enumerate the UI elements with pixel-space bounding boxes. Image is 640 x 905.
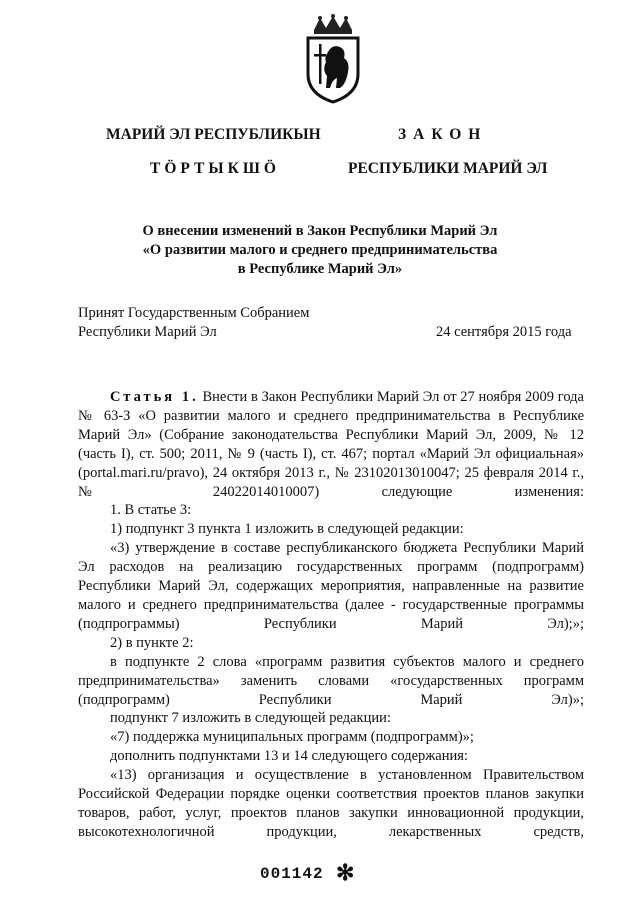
document-title: [60, 222, 580, 279]
paragraph: подпункт 7 изложить в следующей редакции:: [110, 710, 391, 727]
adopted-line: Принят Государственным Собранием: [78, 305, 310, 321]
header-right-line2: РЕСПУБЛИКИ МАРИЙ ЭЛ: [348, 160, 548, 177]
paragraph: 1. В статье 3:: [110, 502, 192, 519]
paragraph: [78, 388, 584, 501]
paragraph: дополнить подпунктами 13 и 14 следующего содержания:: [110, 748, 468, 765]
document-number: 001142: [260, 865, 324, 883]
article-lead: Статья 1.: [110, 389, 199, 405]
paragraph: 1) подпункт 3 пункта 1 изложить в следующей редакции:: [110, 521, 464, 538]
title-line: «О развитии малого и среднего предпринимательства: [142, 242, 498, 258]
paragraph-text: Внести в Закон Республики Марий Эл от 27 ноября 2009 года № 63-З «О развитии малого и среднего предпринимательства в Республике Марий Эл» (Собрание законодательства Республики Марий Эл, 2009, № 12 (часть I), ст. 500; 2011, № 9 (часть I), ст. 467; портал «Марий Эл официальная» (portal.mari.ru/pravo), 24 октября 2013 г., № 23102013010047; 25 февраля 2014 г., № 24022014010007) следующие изменения:: [78, 389, 584, 500]
coat-of-arms-emblem: [300, 14, 366, 104]
adoption-date: 24 сентября 2015 года: [436, 324, 572, 340]
adopted-by: [78, 304, 309, 342]
paragraph: в подпункте 2 слова «программ развития субъектов малого и среднего предпринимательства» заменить словами «государственных программ (подпрограмм) Республики Марий Эл)»;: [78, 653, 584, 708]
header-left-line1: МАРИЙ ЭЛ РЕСПУБЛИКЫН: [106, 126, 321, 143]
asterisk-mark: ✻: [336, 860, 355, 885]
paragraph: «3) утверждение в составе республиканского бюджета Республики Марий Эл расходов на реализацию государственных программ (подпрограмм) Республики Марий Эл, содержащих мероприятия, направленные на развитие малого и среднего предпринимательства (далее - государственные программы (подпрограммы) Республики Марий Эл);»;: [78, 540, 584, 632]
title-line: О внесении изменений в Закон Республики Марий Эл: [142, 223, 498, 239]
paragraph: 2) в пункте 2:: [110, 634, 194, 651]
header-left-line2: ТӦРТЫКШӦ: [150, 160, 280, 177]
adopted-line: Республики Марий Эл: [78, 324, 217, 340]
header-right-line1: ЗАКОН: [398, 126, 488, 143]
paragraph: «7) поддержка муниципальных программ (подпрограмм)»;: [110, 729, 474, 746]
title-line: в Республике Марий Эл»: [237, 261, 403, 277]
paragraph: «13) организация и осуществление в установленном Правительством Российской Федерации порядке оценки соответствия проектов планов закупки товаров, работ, услуг, проектов планов закупки инновационной продукции, высокотехнологичной продукции, лекарственных средств,: [78, 767, 584, 840]
article-body: [78, 388, 584, 842]
